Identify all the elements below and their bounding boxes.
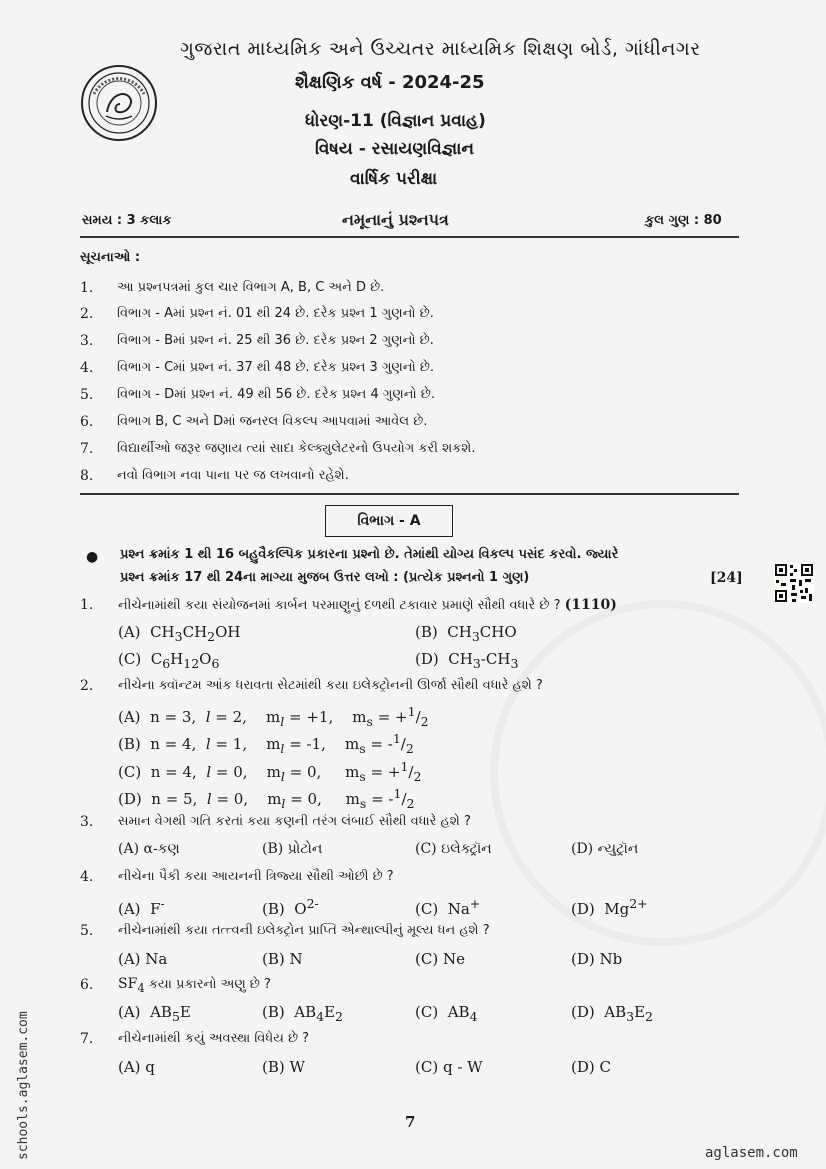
page-number: 7 <box>405 1113 416 1131</box>
option-label: (B) <box>262 1003 285 1021</box>
instructions-title: સૂચનાઓ : <box>80 250 141 265</box>
option-a[interactable]: (A) Na <box>118 950 168 968</box>
option-d[interactable]: (D) $Mg^{2+}$ <box>571 896 648 918</box>
option-label: (A) <box>118 1003 141 1021</box>
divider <box>80 236 739 238</box>
exam-time: સમય : 3 કલાક <box>82 213 172 228</box>
option-c[interactable]: (C) Ne <box>415 950 465 968</box>
option-label: (D) <box>415 650 439 668</box>
instruction-number: 6. <box>80 414 94 430</box>
question-number: 1. <box>80 597 94 613</box>
option-d[interactable]: (D) n = 5, l = 0, $m_l = 0$, $m_s = -^1/_2$ <box>118 786 415 811</box>
paper-title: નમૂનાનું પ્રશ્નપત્ર <box>342 210 449 229</box>
question-number: 2. <box>80 678 94 694</box>
question-number: 7. <box>80 1031 94 1047</box>
question-text-row: $SF_4$ કયા પ્રકારનો અણુ છે ? <box>118 976 271 995</box>
option-b[interactable]: (B) n = 4, l = 1, $m_l = -1$, $m_s = -^1/_2$ <box>118 731 414 756</box>
option-b[interactable]: (B) પ્રોટોન <box>262 841 323 857</box>
instruction-text: નવો વિભાગ નવા પાના પર જ લખવાનો રહેશે. <box>117 468 349 483</box>
section-marks: [24] <box>710 570 743 586</box>
bullet-icon: ● <box>86 549 99 565</box>
question-text: નીચેના પૈકી કયા આયનની ત્રિજ્યા સૌથી ઓછી છે ? <box>118 869 394 884</box>
instruction-text: વિભાગ - Cમાં પ્રશ્ન નં. 37 થી 48 છે. દરેક પ્રશ્ન 3 ગુણનો છે. <box>117 360 435 375</box>
question-number: 3. <box>80 814 94 830</box>
question-number: 5. <box>80 923 94 939</box>
option-label: (C) <box>118 763 142 781</box>
subject: વિષય - રસાયણવિજ્ઞાન <box>315 139 475 159</box>
option-d[interactable]: (D) Nb <box>571 950 623 968</box>
option-b[interactable]: (B) $O^{2-}$ <box>262 896 319 918</box>
site-link-side[interactable]: schools.aglasem.com <box>16 1011 31 1160</box>
option-label: (A) <box>118 623 141 641</box>
section-instruction: પ્રશ્ન ક્રમાંક 1 થી 16 બહુવૈકલ્પિક પ્રકારના પ્રશ્નો છે. તેમાંથી યોગ્ય વિકલ્પ પસંદ કરવો. જ્યારે <box>120 547 619 562</box>
option-label: (B) <box>262 900 285 918</box>
question-text: નીચેના ક્વૉન્ટમ આંક ધરાવતા સેટમાંથી કયા ઇલેક્ટ્રોનની ઊર્જા સૌથી વધારે હશે ? <box>118 678 543 693</box>
option-c[interactable]: (C) $C_6H_{12}O_6$ <box>118 650 220 671</box>
instruction-number: 8. <box>80 468 94 484</box>
instruction-number: 2. <box>80 306 94 322</box>
option-a[interactable]: (A) n = 3, l = 2, $m_l = +1$, $m_s = +^1/_2$ <box>118 704 429 729</box>
site-link-bottom[interactable]: aglasem.com <box>705 1145 798 1161</box>
option-a[interactable]: (A) $AB_5E$ <box>118 1003 191 1024</box>
exam-name: વાર્ષિક પરીક્ષા <box>350 169 438 189</box>
academic-year: શૈક્ષણિક વર્ષ - 2024-25 <box>295 72 485 93</box>
watermark-seal <box>490 600 826 946</box>
option-d[interactable]: (D) $AB_3E_2$ <box>571 1003 653 1024</box>
option-a[interactable]: (A) q <box>118 1058 155 1076</box>
instruction-text: વિભાગ - Bમાં પ્રશ્ન નં. 25 થી 36 છે. દરેક પ્રશ્ન 2 ગુણનો છે. <box>117 333 434 348</box>
instruction-text: વિભાગ - Dમાં પ્રશ્ન નં. 49 થી 56 છે. દરેક પ્રશ્ન 4 ગુણનો છે. <box>117 387 435 402</box>
section-a-title: વિભાગ - A <box>325 505 453 537</box>
instruction-text: વિભાગ B, C અને Dમાં જનરલ વિકલ્પ આપવામાં આવેલ છે. <box>117 414 428 429</box>
divider <box>80 493 739 495</box>
option-b[interactable]: (B) W <box>262 1058 305 1076</box>
question-code: (1110) <box>564 597 617 613</box>
standard: ધોરણ-11 (વિજ્ઞાન પ્રવાહ) <box>305 111 486 131</box>
option-c[interactable]: (C) $AB_4$ <box>415 1003 478 1024</box>
option-b[interactable]: (B) $CH_3CHO$ <box>415 623 517 644</box>
option-label: (C) <box>415 900 439 918</box>
question-number: 4. <box>80 869 94 885</box>
option-c[interactable]: (C) n = 4, l = 0, $m_l = 0$, $m_s = +^1/_2$ <box>118 759 422 784</box>
option-d[interactable]: (D) $CH_3-CH_3$ <box>415 650 519 671</box>
board-logo-icon <box>80 64 158 142</box>
option-d[interactable]: (D) C <box>571 1058 611 1076</box>
option-d[interactable]: (D) ન્યુટ્રૉન <box>571 841 639 857</box>
option-label: (C) <box>415 1003 439 1021</box>
instruction-number: 4. <box>80 360 94 376</box>
qr-code-icon <box>774 563 814 603</box>
total-marks: કુલ ગુણ : 80 <box>645 213 722 228</box>
option-c[interactable]: (C) ઇલેક્ટ્રૉન <box>415 841 492 857</box>
option-c[interactable]: (C) q - W <box>415 1058 483 1076</box>
instruction-text: વિદ્યાર્થીઓ જરૂર જણાય ત્યાં સાદા કેલ્ક્યુલેટરનો ઉપયોગ કરી શકશે. <box>117 441 476 456</box>
instruction-number: 3. <box>80 333 94 349</box>
question-text-row <box>118 597 617 613</box>
option-label: (D) <box>118 790 142 808</box>
option-b[interactable]: (B) N <box>262 950 303 968</box>
option-a[interactable]: (A) $CH_3CH_2OH$ <box>118 623 241 644</box>
section-instruction: પ્રશ્ન ક્રમાંક 17 થી 24ના માગ્યા મુજબ ઉત્તર લખો : (પ્રત્યેક પ્રશ્નનો 1 ગુણ) <box>120 570 530 585</box>
question-text: નીચેનામાંથી કયું અવસ્થા વિધેય છે ? <box>118 1031 310 1046</box>
instruction-number: 5. <box>80 387 94 403</box>
instruction-text: વિભાગ - Aમાં પ્રશ્ન નં. 01 થી 24 છે. દરેક પ્રશ્ન 1 ગુણનો છે. <box>117 306 434 321</box>
question-text: નીચેનામાંથી કયા તત્ત્વની ઇલેક્ટ્રોન પ્રાપ્તિ એન્થાલ્પીનું મૂલ્ય ધન હશે ? <box>118 923 490 938</box>
option-a[interactable]: (A) F- <box>118 896 165 918</box>
question-text: નીચેનામાંથી કયા સંયોજનમાં કાર્બન પરમાણુનું દળથી ટકાવાર પ્રમાણે સૌથી વધારે છે ? <box>118 598 561 613</box>
instruction-text: આ પ્રશ્નપત્રમાં કુલ ચાર વિભાગ A, B, C અને D છે. <box>117 280 385 295</box>
instruction-number: 7. <box>80 441 94 457</box>
question-number: 6. <box>80 977 94 993</box>
option-label: (C) <box>118 650 142 668</box>
option-a[interactable]: (A) α-કણ <box>118 841 180 857</box>
option-c[interactable]: (C) Na+ <box>415 896 481 918</box>
option-label: (D) <box>571 1003 595 1021</box>
option-label: (A) <box>118 708 141 726</box>
option-label: (B) <box>118 735 141 753</box>
question-text: કયા પ્રકારનો અણુ છે ? <box>148 977 271 992</box>
option-b[interactable]: (B) $AB_4E_2$ <box>262 1003 343 1024</box>
question-text: સમાન વેગથી ગતિ કરતાં કયા કણની તરંગ લંબાઈ સૌથી વધારે હશે ? <box>118 814 471 829</box>
board-name: ગુજરાત માધ્યમિક અને ઉચ્ચતર માધ્યમિક શિક્ષણ બોર્ડ, ગાંધીનગર <box>180 38 701 60</box>
option-label: (D) <box>571 900 595 918</box>
instruction-number: 1. <box>80 280 94 296</box>
option-label: (A) <box>118 900 141 918</box>
option-label: (B) <box>415 623 438 641</box>
